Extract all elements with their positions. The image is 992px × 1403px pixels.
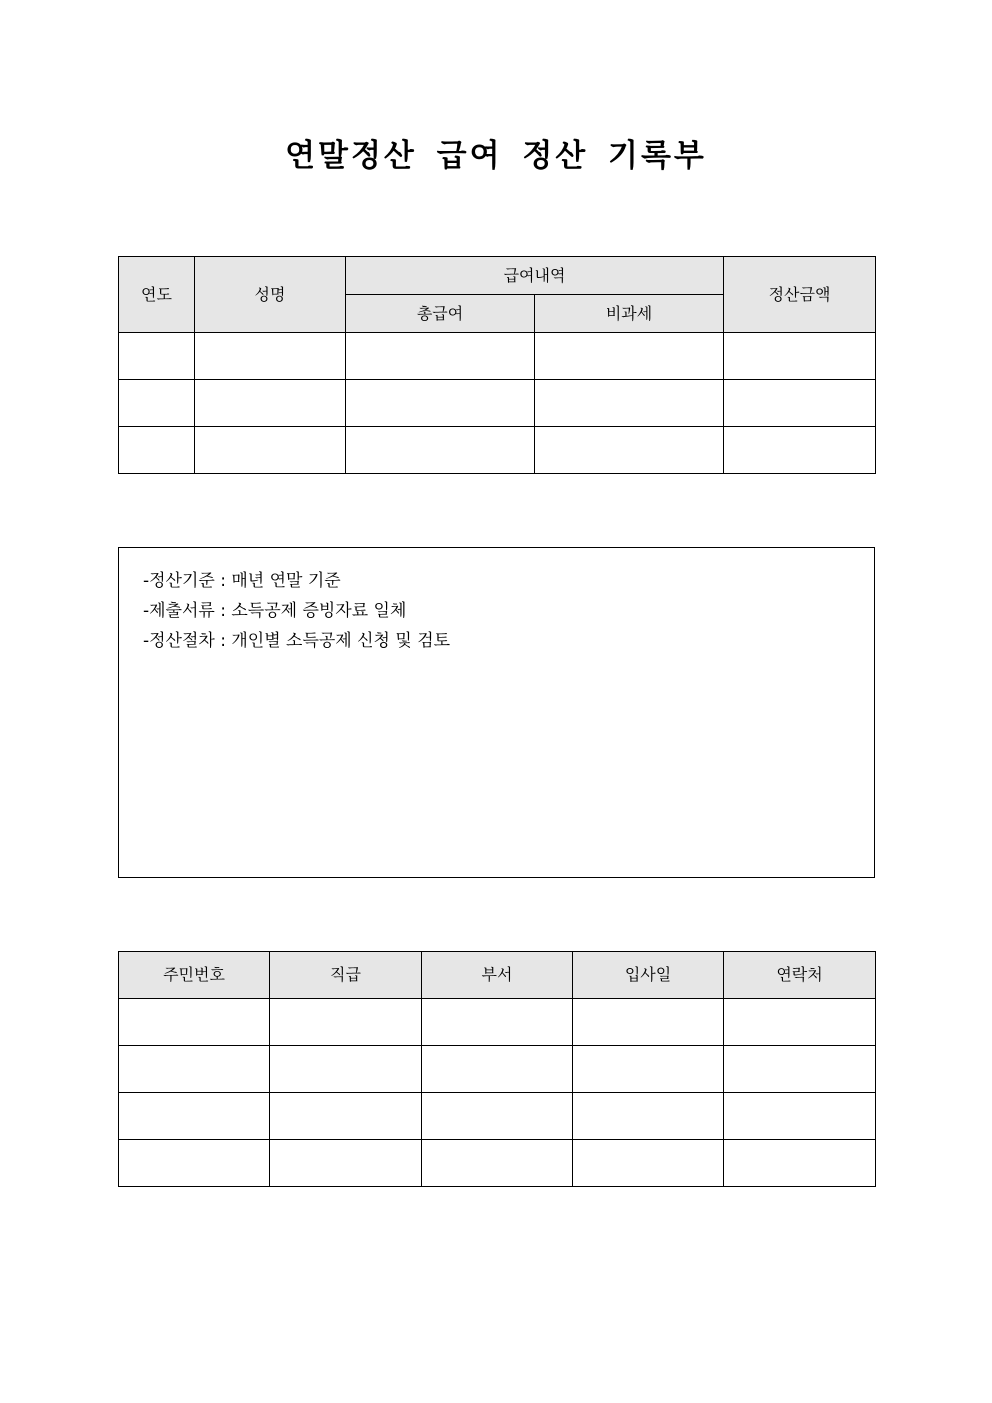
cell-department[interactable] xyxy=(422,1093,573,1140)
header-position: 직급 xyxy=(270,952,422,999)
page-title: 연말정산 급여 정산 기록부 xyxy=(285,138,707,174)
header-settlement-amount: 정산금액 xyxy=(724,257,876,333)
note-settlement-basis: -정산기준 : 매년 연말 기준 xyxy=(143,571,341,591)
header-year: 연도 xyxy=(119,257,195,333)
cell-name[interactable] xyxy=(195,380,346,427)
cell-join-date[interactable] xyxy=(573,1093,724,1140)
cell-department[interactable] xyxy=(422,1140,573,1187)
cell-contact[interactable] xyxy=(724,999,876,1046)
cell-contact[interactable] xyxy=(724,1093,876,1140)
cell-join-date[interactable] xyxy=(573,999,724,1046)
cell-resident-number[interactable] xyxy=(119,1093,270,1140)
cell-non-taxable[interactable] xyxy=(535,427,724,474)
cell-contact[interactable] xyxy=(724,1046,876,1093)
cell-resident-number[interactable] xyxy=(119,1046,270,1093)
header-non-taxable: 비과세 xyxy=(535,295,724,333)
table-row xyxy=(119,1140,876,1187)
notes-list xyxy=(119,548,874,656)
employee-table xyxy=(118,951,876,1187)
cell-total-salary[interactable] xyxy=(346,380,535,427)
cell-name[interactable] xyxy=(195,333,346,380)
cell-position[interactable] xyxy=(270,1140,422,1187)
header-contact: 연락처 xyxy=(724,952,876,999)
cell-year[interactable] xyxy=(119,427,195,474)
header-name: 성명 xyxy=(195,257,346,333)
header-resident-number: 주민번호 xyxy=(119,952,270,999)
cell-settlement-amount[interactable] xyxy=(724,427,876,474)
cell-non-taxable[interactable] xyxy=(535,333,724,380)
table-row xyxy=(119,427,876,474)
cell-resident-number[interactable] xyxy=(119,1140,270,1187)
cell-settlement-amount[interactable] xyxy=(724,333,876,380)
cell-join-date[interactable] xyxy=(573,1046,724,1093)
salary-table xyxy=(118,256,876,474)
cell-total-salary[interactable] xyxy=(346,333,535,380)
cell-year[interactable] xyxy=(119,333,195,380)
cell-resident-number[interactable] xyxy=(119,999,270,1046)
cell-position[interactable] xyxy=(270,1046,422,1093)
cell-position[interactable] xyxy=(270,999,422,1046)
header-join-date: 입사일 xyxy=(573,952,724,999)
table-row xyxy=(119,1093,876,1140)
header-total-salary: 총급여 xyxy=(346,295,535,333)
cell-name[interactable] xyxy=(195,427,346,474)
cell-position[interactable] xyxy=(270,1093,422,1140)
note-required-documents: -제출서류 : 소득공제 증빙자료 일체 xyxy=(143,601,407,621)
table-row xyxy=(119,999,876,1046)
table-row xyxy=(119,380,876,427)
table-row xyxy=(119,1046,876,1093)
cell-year[interactable] xyxy=(119,380,195,427)
table-row xyxy=(119,333,876,380)
notes-box xyxy=(118,547,875,878)
cell-department[interactable] xyxy=(422,1046,573,1093)
header-department: 부서 xyxy=(422,952,573,999)
cell-settlement-amount[interactable] xyxy=(724,380,876,427)
cell-contact[interactable] xyxy=(724,1140,876,1187)
note-settlement-procedure: -정산절차 : 개인별 소득공제 신청 및 검토 xyxy=(143,631,451,651)
cell-join-date[interactable] xyxy=(573,1140,724,1187)
header-salary-details: 급여내역 xyxy=(346,257,724,295)
cell-total-salary[interactable] xyxy=(346,427,535,474)
cell-department[interactable] xyxy=(422,999,573,1046)
cell-non-taxable[interactable] xyxy=(535,380,724,427)
